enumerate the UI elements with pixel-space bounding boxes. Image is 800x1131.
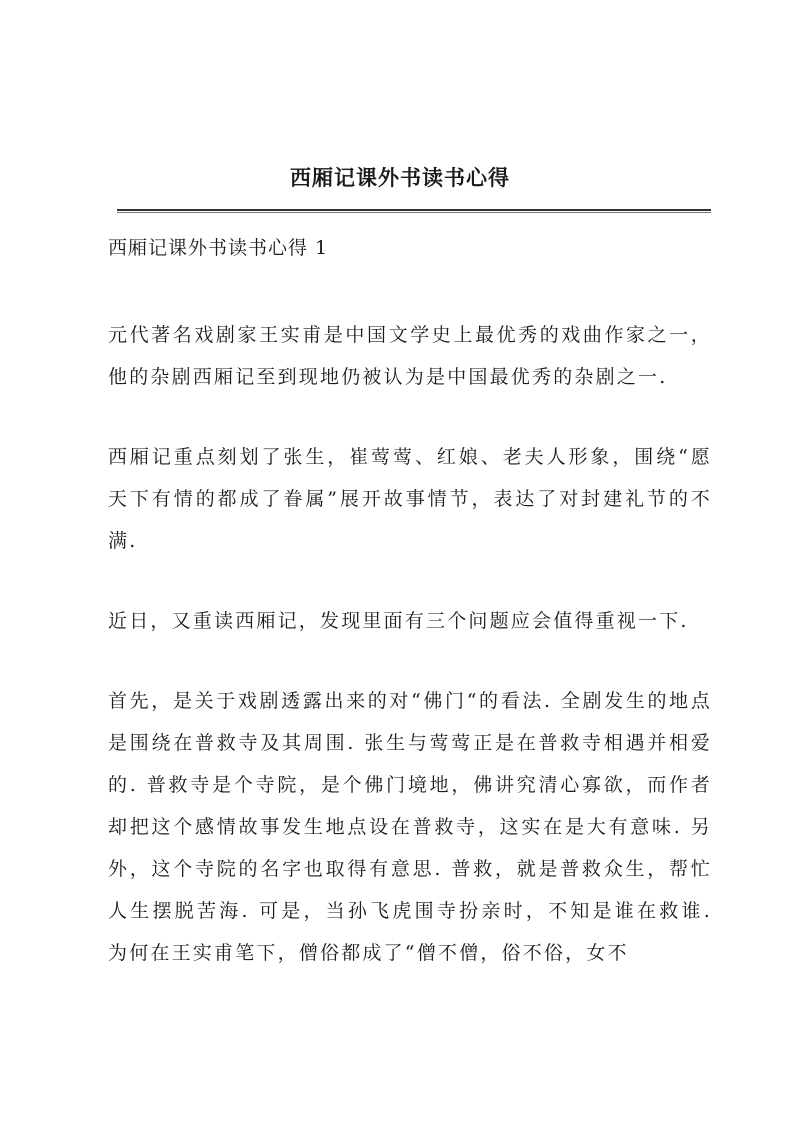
title-divider	[117, 209, 711, 213]
section-heading: 西厢记课外书读书心得 1	[108, 237, 329, 259]
spacer	[108, 398, 712, 436]
paragraph-1: 元代著名戏剧家王实甫是中国文学史上最优秀的戏曲作家之一，他的杂剧西厢记至到现地仍被认为是中国最优秀的杂剧之一.	[108, 324, 712, 388]
spacer	[108, 264, 712, 314]
paragraph-3: 近日，又重读西厢记，发现里面有三个问题应会值得重视一下.	[108, 610, 689, 632]
document-body	[108, 232, 712, 974]
spacer	[108, 642, 712, 680]
paragraph-2: 西厢记重点刻划了张生，崔莺莺、红娘、老夫人形象，围绕“愿天下有情的都成了眷属”展开故事情节，表达了对封建礼节的不满.	[108, 446, 712, 552]
paragraph-4: 首先，是关于戏剧透露出来的对“佛门“的看法. 全剧发生的地点是围绕在普救寺及其周围. 张生与莺莺正是在普救寺相遇并相爱的. 普救寺是个寺院，是个佛门境地，佛讲究清心寡欲，而作者却把这个感情故事发生地点设在普救寺，这实在是大有意味. 另外，这个寺院的名字也取得有意思. 普救，就是普救众生，帮忙人生摆脱苦海. 可是，当孙飞虎围寺扮亲时，不知是谁在救谁. 为何在王实甫笔下，僧俗都成了“僧不僧，俗不俗，女不	[108, 690, 712, 964]
spacer	[108, 562, 712, 600]
document-title: 西厢记课外书读书心得	[290, 165, 510, 190]
